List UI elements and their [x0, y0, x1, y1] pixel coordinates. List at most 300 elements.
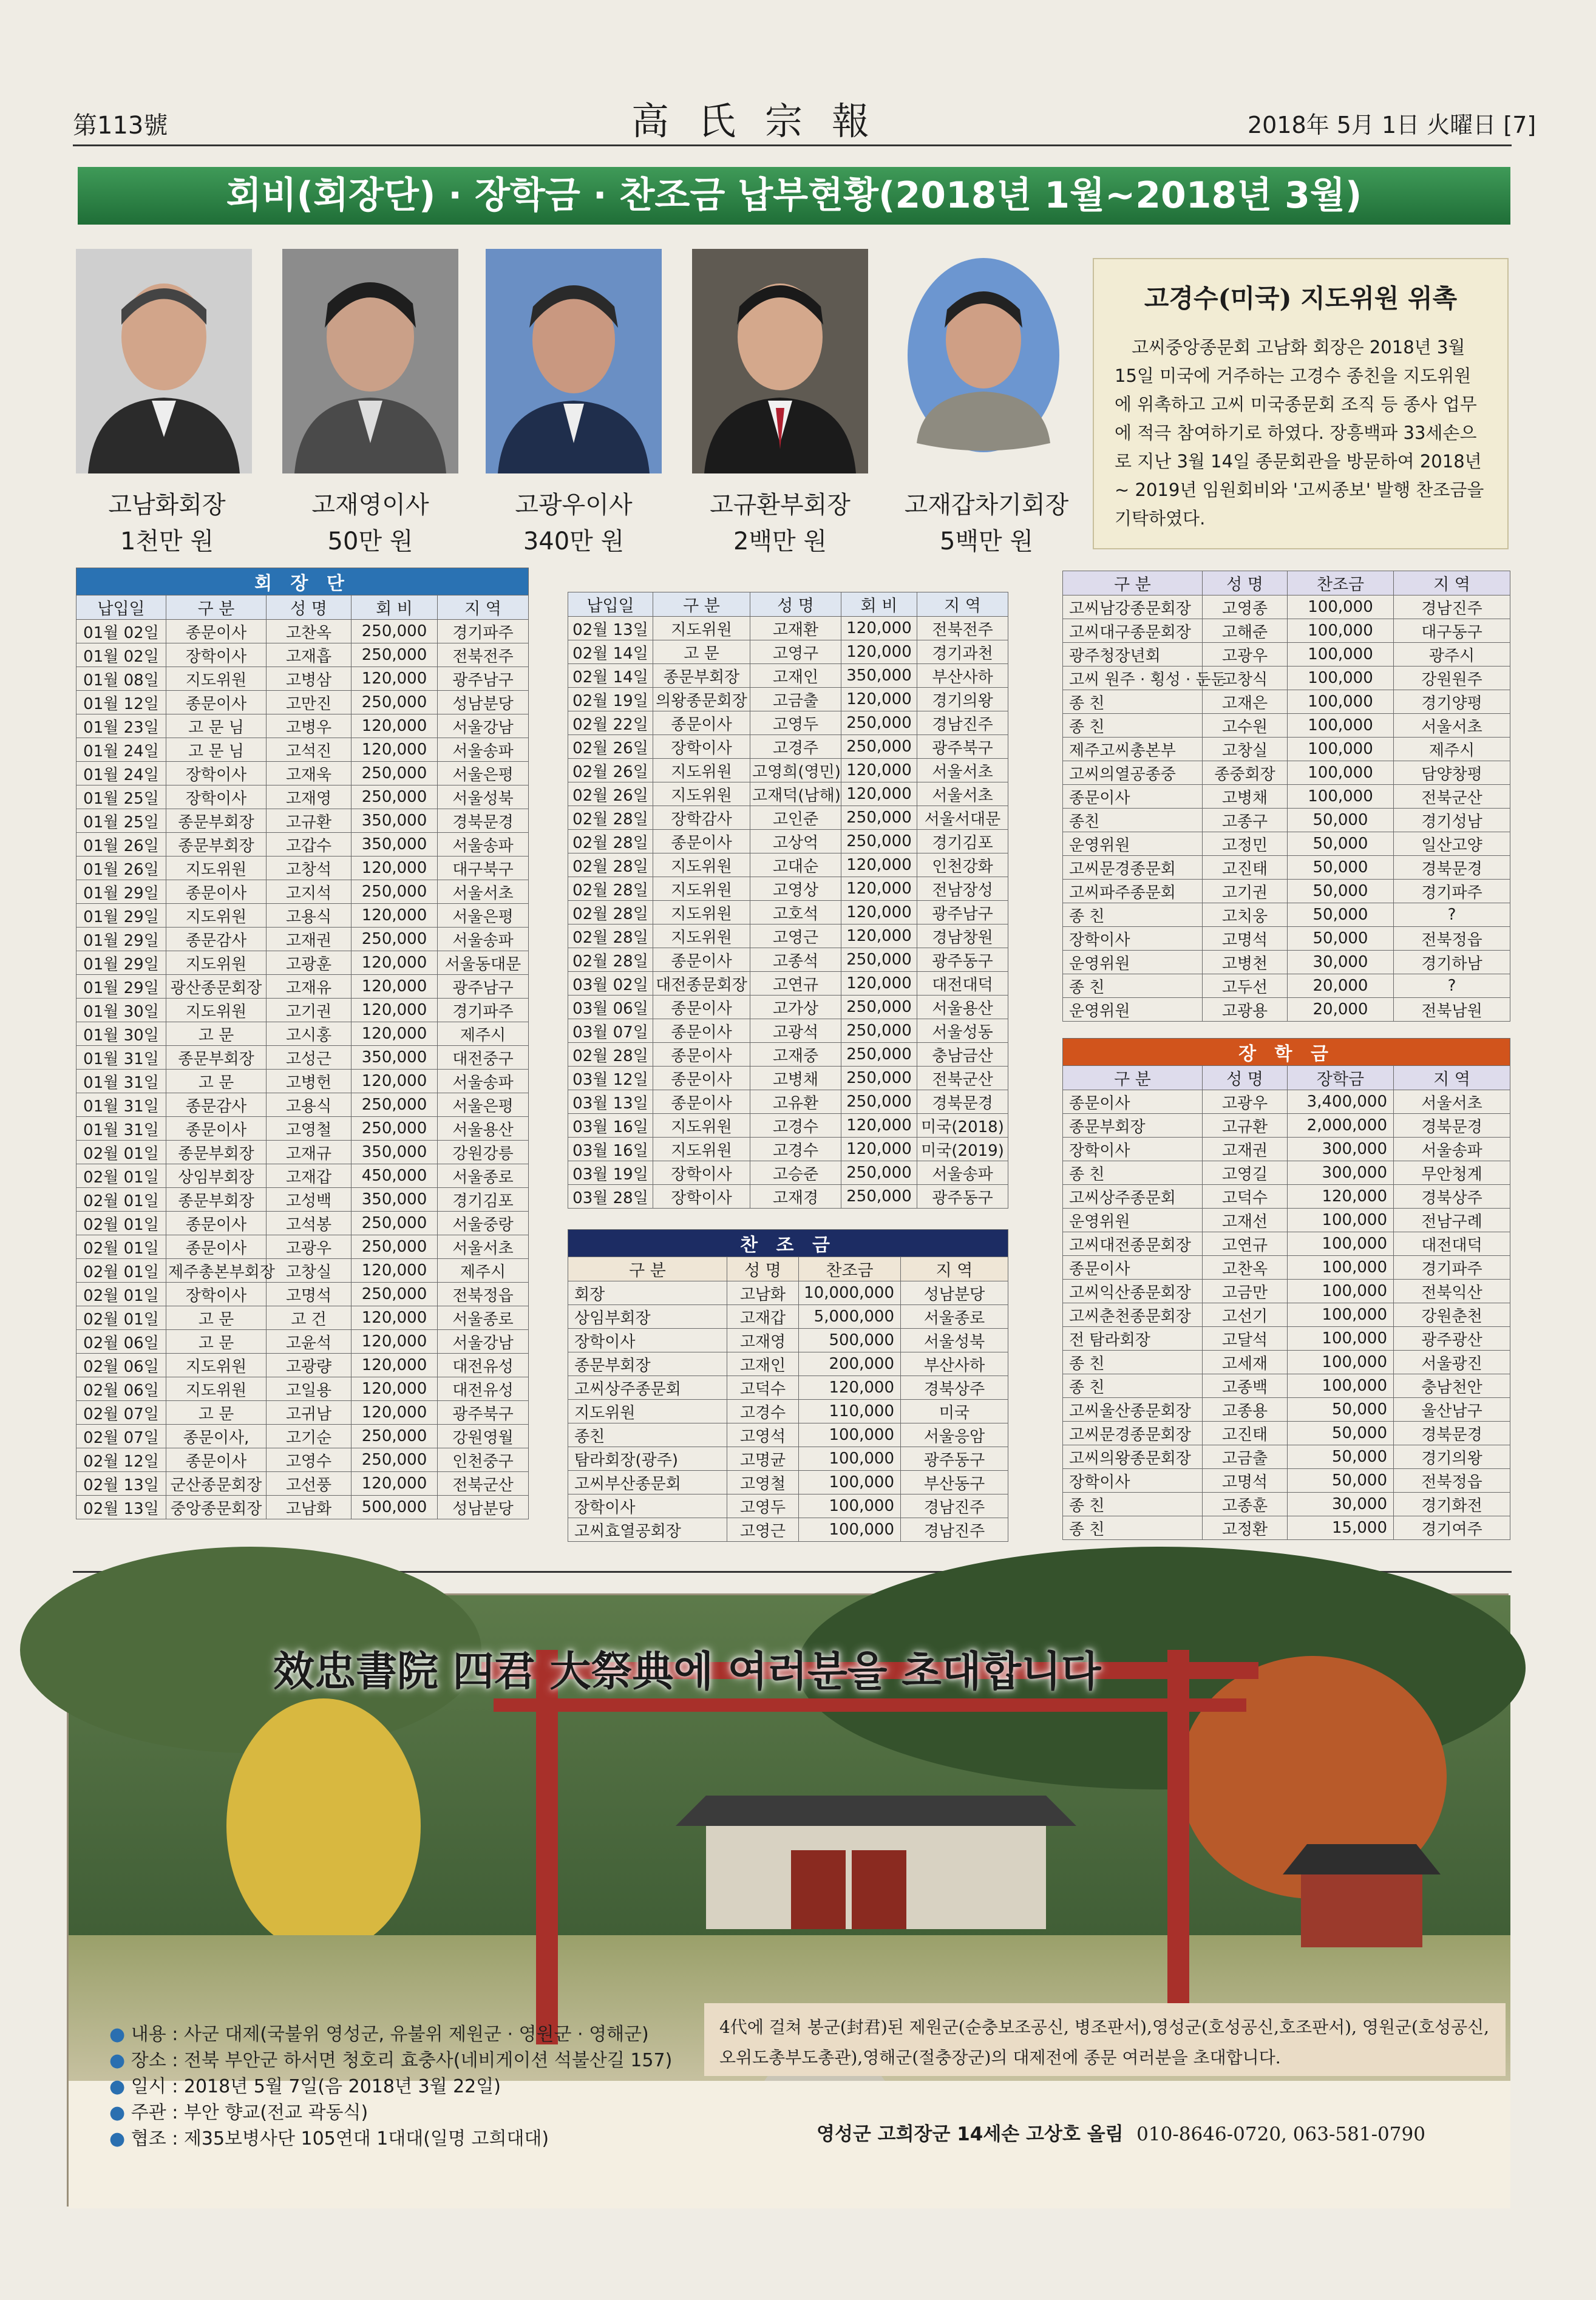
donor-amount-5: 5백만 원 [939, 528, 1034, 555]
dues-table-leadership [76, 568, 529, 1519]
table-cell: 50,000 [1288, 880, 1394, 903]
table-cell: 종 친 [1063, 1493, 1203, 1516]
table-row [76, 1259, 529, 1283]
table-cell: 02월 28일 [568, 948, 653, 972]
table-cell: 경기파주 [1394, 880, 1510, 903]
column-header: 구 분 [1063, 1066, 1203, 1090]
table-row [568, 1329, 1008, 1352]
table-cell: 고승준 [750, 1161, 841, 1185]
table-cell: 제주총본부회장 [166, 1259, 267, 1283]
table-cell: 고창실 [1203, 738, 1288, 761]
table-row [76, 1330, 529, 1354]
table-cell: 고씨울산종문회장 [1063, 1398, 1203, 1422]
table-cell: 고병천 [1203, 951, 1288, 974]
table-cell: 종문감사 [166, 928, 267, 951]
table-cell: 250,000 [351, 785, 438, 809]
table-cell: 운영위원 [1063, 832, 1203, 856]
column-header: 지 역 [901, 1257, 1008, 1281]
table-cell: 250,000 [351, 620, 438, 643]
event-headline: 效忠書院 四君 大祭典에 여러분을 초대합니다 [273, 1647, 1101, 1696]
table-cell: 고씨파주종문회 [1063, 880, 1203, 903]
table-row [76, 833, 529, 857]
table-cell: 100,000 [1288, 785, 1394, 809]
table-row [568, 1423, 1008, 1447]
table-cell: 250,000 [841, 830, 917, 853]
table-cell: 120,000 [841, 1138, 917, 1161]
table-cell: 120,000 [351, 1022, 438, 1046]
table-cell: 고창실 [267, 1259, 351, 1283]
table-cell: 50,000 [1288, 832, 1394, 856]
table-cell: 02월 28일 [568, 853, 653, 877]
table-cell: 대전유성 [438, 1354, 529, 1377]
table-cell: 부산사하 [901, 1352, 1008, 1376]
table-cell: 상임부회장 [568, 1305, 727, 1329]
table-cell: 250,000 [841, 948, 917, 972]
table-cell: 경기화전 [1394, 1493, 1510, 1516]
table-cell: 고연규 [750, 972, 841, 996]
donor-amount-4: 2백만 원 [733, 528, 827, 555]
table-cell: 종문이사 [1063, 785, 1203, 809]
table-cell: 서울성북 [901, 1329, 1008, 1352]
dues-table-continued [568, 592, 1008, 1209]
table-cell: 고재규 [267, 1141, 351, 1164]
event-detail-item: ● 장소 : 전북 부안군 하서면 청호리 효충사(네비게이션 석불산길 157) [109, 2050, 673, 2071]
table-cell: 300,000 [1288, 1161, 1394, 1185]
donor-name-3: 고광우이사 [515, 491, 633, 519]
table-cell: 무안청계 [1394, 1161, 1510, 1185]
table-cell: 고씨문경종문회장 [1063, 1422, 1203, 1445]
table-cell: 01월 30일 [76, 999, 166, 1022]
table-cell: ? [1394, 974, 1510, 998]
table-cell: 120,000 [351, 999, 438, 1022]
table-row [568, 1019, 1008, 1043]
table-row [1063, 1161, 1510, 1185]
table-cell: 01월 23일 [76, 714, 166, 738]
table-cell: 02월 01일 [76, 1235, 166, 1259]
table-row [76, 1425, 529, 1448]
notice-body: 고씨중앙종문회 고남화 회장은 2018년 3월 15일 미국에 거주하는 고경수 종친을 지도위원에 위촉하고 고씨 미국종문회 조직 등 종사 업무에 적극 참여하기로 하였다. 장흥백파 33세손으로 지난 3월 14일 종문회관을 방문하여 2018년~ 2019년 임원회비와 '고씨종보' 발행 찬조금을 기탁하였다. [1115, 337, 1484, 529]
column-header: 구 분 [568, 1257, 727, 1281]
table-row [568, 1494, 1008, 1518]
bullet-icon: ● [109, 2102, 131, 2123]
table-cell: 경북문경 [438, 809, 529, 833]
table-cell: 종 친 [1063, 714, 1203, 738]
column-header: 구 분 [166, 595, 267, 620]
donor-amount-2: 50만 원 [327, 528, 413, 555]
table-cell: 경기파주 [1394, 1256, 1510, 1280]
table-cell: 장학이사 [653, 1185, 750, 1209]
phone-numbers: 010-8646-0720, 063-581-0790 [1136, 2123, 1425, 2145]
detail-text: 사군 대제(국불위 영성군, 유불위 제원군 · 영원군 · 영해군) [183, 2024, 649, 2045]
table-row [1063, 738, 1510, 761]
table-cell: 서울송파 [438, 833, 529, 857]
table-row [568, 617, 1008, 640]
table-cell: 고덕수 [1203, 1185, 1288, 1209]
table-cell: 지도위원 [166, 667, 267, 691]
table-cell: 고경수 [750, 1114, 841, 1138]
table-cell: 인천강화 [917, 853, 1008, 877]
table-cell: 20,000 [1288, 998, 1394, 1022]
table-cell: 서울서초 [1394, 714, 1510, 738]
table-cell: 01월 26일 [76, 857, 166, 880]
table-cell: 고찬옥 [267, 620, 351, 643]
table-row [1063, 1232, 1510, 1256]
table-cell: 광주광산 [1394, 1327, 1510, 1351]
table-cell: 고영길 [1203, 1161, 1288, 1185]
table-cell: 강원강릉 [438, 1141, 529, 1164]
table-cell: 고기권 [267, 999, 351, 1022]
table-cell: 고재권 [267, 928, 351, 951]
table-cell: 전북정읍 [438, 1283, 529, 1306]
table-cell: 전남구례 [1394, 1209, 1510, 1232]
table-cell: 고재권 [1203, 1138, 1288, 1161]
donor-amount-1: 1천만 원 [120, 528, 214, 555]
table-row [1063, 1138, 1510, 1161]
table-cell: 100,000 [1288, 714, 1394, 738]
column-header: 성 명 [750, 592, 841, 617]
column-header: 지 역 [1394, 571, 1510, 595]
table-cell: 지도위원 [166, 1354, 267, 1377]
table-cell: 경기과천 [917, 640, 1008, 664]
table-row [568, 1376, 1008, 1400]
table-cell: 250,000 [351, 762, 438, 785]
table-caption: 장 학 금 [1063, 1039, 1510, 1066]
table-cell: 고재유 [267, 975, 351, 999]
table-cell: 01월 29일 [76, 951, 166, 975]
table-row [568, 688, 1008, 711]
table-cell: 전북전주 [438, 643, 529, 667]
detail-label: 주관 [131, 2102, 166, 2123]
table-cell: 02월 01일 [76, 1283, 166, 1306]
table-cell: 경북문경 [1394, 856, 1510, 880]
table-cell: 강원영월 [438, 1425, 529, 1448]
table-cell: 지도위원 [653, 901, 750, 924]
table-cell: 고재은 [1203, 690, 1288, 714]
table-cell: 서울송파 [917, 1161, 1008, 1185]
table-cell: 고씨 원주 · 횡성 · 둔둔 [1063, 667, 1203, 690]
table-cell: 02월 28일 [568, 830, 653, 853]
table-cell: 02월 12일 [76, 1448, 166, 1472]
table-cell: 고경수 [750, 1138, 841, 1161]
table-cell: 01월 31일 [76, 1093, 166, 1117]
table-cell: 서울성북 [438, 785, 529, 809]
table-row [1063, 1280, 1510, 1303]
table-cell: 01월 12일 [76, 691, 166, 714]
table-cell: 종문이사 [166, 880, 267, 904]
table-cell: 고씨문경종문회 [1063, 856, 1203, 880]
table-cell: 02월 22일 [568, 711, 653, 735]
table-row [568, 877, 1008, 901]
table-cell: 서울용산 [917, 996, 1008, 1019]
column-header: 회 비 [841, 592, 917, 617]
table-cell: 지도위원 [653, 924, 750, 948]
table-cell: 고수원 [1203, 714, 1288, 738]
table-row [568, 1400, 1008, 1423]
portrait-photo-3 [486, 249, 662, 473]
table-row [76, 1141, 529, 1164]
donor-amount-3: 340만 원 [523, 528, 625, 555]
table-row [76, 1401, 529, 1425]
table-cell: 350,000 [351, 809, 438, 833]
table-cell: 고금만 [1203, 1280, 1288, 1303]
table-cell: 서울성동 [917, 1019, 1008, 1043]
table-cell: 350,000 [351, 833, 438, 857]
table-cell: 120,000 [799, 1376, 901, 1400]
table-cell: 서울송파 [1394, 1138, 1510, 1161]
table-cell: 03월 02일 [568, 972, 653, 996]
table-cell: 120,000 [351, 1377, 438, 1401]
table-row [76, 714, 529, 738]
table-cell: 고 문 [166, 1022, 267, 1046]
table-cell: 종문부회장 [568, 1352, 727, 1376]
table-cell: 고인준 [750, 806, 841, 830]
table-cell: 고재경 [750, 1185, 841, 1209]
table-cell: 120,000 [351, 1306, 438, 1330]
table-cell: 고진태 [1203, 856, 1288, 880]
table-cell: 01월 24일 [76, 738, 166, 762]
table-cell: 300,000 [1288, 1138, 1394, 1161]
table-cell: 종문이사 [166, 691, 267, 714]
column-header: 성 명 [727, 1257, 799, 1281]
table-cell: 100,000 [1288, 1374, 1394, 1398]
table-row [76, 1188, 529, 1212]
table-cell: 고광우 [1203, 643, 1288, 667]
detail-label: 협조 [131, 2128, 166, 2149]
table-cell: 전북정읍 [1394, 927, 1510, 951]
table-cell: 대구북구 [438, 857, 529, 880]
table-row [76, 880, 529, 904]
table-row [1063, 951, 1510, 974]
table-cell: 120,000 [841, 853, 917, 877]
table-cell: 고석봉 [267, 1212, 351, 1235]
table-row [76, 975, 529, 999]
table-cell: 고종석 [750, 948, 841, 972]
table-row [76, 1235, 529, 1259]
table-cell: 01월 08일 [76, 667, 166, 691]
column-header: 장학금 [1288, 1066, 1394, 1090]
table-cell: 120,000 [841, 924, 917, 948]
table-row [568, 830, 1008, 853]
event-details [109, 2021, 672, 2152]
table-cell: 120,000 [351, 1472, 438, 1496]
table-row [1063, 1256, 1510, 1280]
table-cell: 120,000 [351, 1070, 438, 1093]
table-cell: 100,000 [799, 1471, 901, 1494]
donor-name-2: 고재영이사 [311, 491, 429, 519]
table-cell: 01월 25일 [76, 809, 166, 833]
column-header: 지 역 [1394, 1066, 1510, 1090]
signature-line [817, 2119, 1425, 2146]
table-cell: 서울중랑 [438, 1212, 529, 1235]
table-cell: 02월 26일 [568, 759, 653, 782]
table-cell: 02월 28일 [568, 1043, 653, 1067]
table-cell: 군산종문회장 [166, 1472, 267, 1496]
notice-box [1093, 258, 1509, 549]
table-row [76, 1164, 529, 1188]
table-cell: 고명균 [727, 1447, 799, 1471]
table-cell: 경남진주 [901, 1494, 1008, 1518]
table-cell: 고재욱 [267, 762, 351, 785]
table-cell: 02월 06일 [76, 1377, 166, 1401]
table-cell: 2,000,000 [1288, 1114, 1394, 1138]
table-cell: 종문이사 [166, 1117, 267, 1141]
table-row [568, 1281, 1008, 1305]
table-cell: 03월 16일 [568, 1138, 653, 1161]
table-cell: 제주시 [1394, 738, 1510, 761]
table-cell: 100,000 [1288, 761, 1394, 785]
table-row [568, 1138, 1008, 1161]
table-cell: 01월 02일 [76, 643, 166, 667]
table-cell: 고재영 [727, 1329, 799, 1352]
table-cell: 지도위원 [166, 951, 267, 975]
table-cell: 서울강남 [438, 1330, 529, 1354]
table-cell: 02월 13일 [76, 1472, 166, 1496]
table-cell: 전북전주 [917, 617, 1008, 640]
table-cell: 종문이사 [166, 1448, 267, 1472]
table-cell: 고정민 [1203, 832, 1288, 856]
table-cell: 서울용산 [438, 1117, 529, 1141]
table-cell: 03월 07일 [568, 1019, 653, 1043]
table-cell: 고 문 님 [166, 738, 267, 762]
table-cell: 고호석 [750, 901, 841, 924]
table-cell: 50,000 [1288, 809, 1394, 832]
table-row [76, 738, 529, 762]
table-cell: 고광훈 [267, 951, 351, 975]
table-cell: 지도위원 [166, 904, 267, 928]
table-cell: 120,000 [351, 1354, 438, 1377]
table-cell: 02월 13일 [76, 1496, 166, 1519]
table-cell: 고재영 [267, 785, 351, 809]
table-cell: 고유환 [750, 1090, 841, 1114]
column-header: 구 분 [1063, 571, 1203, 595]
table-cell: 전북남원 [1394, 998, 1510, 1022]
table-cell: 서울응암 [901, 1423, 1008, 1447]
table-row [1063, 998, 1510, 1022]
table-row [568, 759, 1008, 782]
table-cell: 50,000 [1288, 856, 1394, 880]
table-row [1063, 903, 1510, 927]
table-cell: 전북군산 [1394, 785, 1510, 809]
table-cell: 고재흡 [267, 643, 351, 667]
table-cell: 종문부회장 [166, 809, 267, 833]
table-cell: 경기성남 [1394, 809, 1510, 832]
table-row [76, 999, 529, 1022]
table-cell: 250,000 [841, 1067, 917, 1090]
table-cell: 대전대덕 [1394, 1232, 1510, 1256]
table-cell: 110,000 [799, 1400, 901, 1423]
table-cell: 강원춘천 [1394, 1303, 1510, 1327]
table-cell: 고광석 [750, 1019, 841, 1043]
table-row [1063, 927, 1510, 951]
table-cell: 서울종로 [438, 1164, 529, 1188]
table-cell: 종문이사 [653, 1067, 750, 1090]
table-cell: 250,000 [351, 880, 438, 904]
table-cell: 고찬옥 [1203, 1256, 1288, 1280]
table-cell: 120,000 [841, 617, 917, 640]
table-cell: 250,000 [351, 1093, 438, 1117]
table-cell: 고규환 [267, 809, 351, 833]
detail-label: 내용 [131, 2024, 166, 2045]
table-cell: 120,000 [351, 738, 438, 762]
table-cell: 광주남구 [438, 975, 529, 999]
table-cell: 고 건 [267, 1306, 351, 1330]
table-cell: 100,000 [1288, 738, 1394, 761]
table-cell: 서울송파 [438, 928, 529, 951]
table-row [76, 951, 529, 975]
event-detail-item: ● 협조 : 제35보병사단 105연대 1대대(일명 고희대대) [109, 2128, 549, 2149]
table-cell: 02월 26일 [568, 782, 653, 806]
table-cell: 120,000 [841, 972, 917, 996]
sponsorship-table-2 [1062, 571, 1510, 1022]
table-cell: 서울종로 [901, 1305, 1008, 1329]
table-cell: 02월 28일 [568, 924, 653, 948]
table-cell: 50,000 [1288, 1445, 1394, 1469]
table-cell: 고씨상주종문회 [568, 1376, 727, 1400]
portrait-photo-5 [898, 249, 1068, 473]
table-cell: 장학이사 [166, 762, 267, 785]
table-row [1063, 643, 1510, 667]
table-cell: 02월 01일 [76, 1188, 166, 1212]
invitation-text: 4代에 걸쳐 봉군(封君)된 제원군(순충보조공신, 병조판서),영성군(호성공신,호조판서), 영원군(호성공신, 오위도총부도총관),영해군(절충장군)의 대제전에 종문 여러분을 초대합니다. [704, 2003, 1506, 2076]
table-cell: 02월 06일 [76, 1354, 166, 1377]
event-detail-item: ● 내용 : 사군 대제(국불위 영성군, 유불위 제원군 · 영원군 · 영해군) [109, 2024, 649, 2045]
table-cell: 고병헌 [267, 1070, 351, 1093]
table-cell: 경기하남 [1394, 951, 1510, 974]
table-caption: 회 장 단 [76, 568, 529, 595]
table-cell: 제주고씨총본부 [1063, 738, 1203, 761]
table-cell: 고씨익산종문회장 [1063, 1280, 1203, 1303]
table-row [76, 1117, 529, 1141]
table-cell: ? [1394, 903, 1510, 927]
table-cell: 광주동구 [917, 948, 1008, 972]
table-cell: 서울동대문 [438, 951, 529, 975]
table-row [568, 924, 1008, 948]
table-cell: 120,000 [351, 857, 438, 880]
table-cell: 장학이사 [166, 785, 267, 809]
table-cell: 경기여주 [1394, 1516, 1510, 1540]
table-cell: 고명석 [1203, 1469, 1288, 1493]
table-cell: 02월 28일 [568, 901, 653, 924]
table-cell: 경남진주 [901, 1518, 1008, 1542]
table-cell: 30,000 [1288, 951, 1394, 974]
table-cell: 02월 07일 [76, 1425, 166, 1448]
table-cell: 인천중구 [438, 1448, 529, 1472]
table-cell: 100,000 [1288, 1256, 1394, 1280]
table-cell: 고두선 [1203, 974, 1288, 998]
table-row [76, 928, 529, 951]
table-cell: 지도위원 [653, 759, 750, 782]
table-cell: 성남분당 [438, 691, 529, 714]
table-cell: 01월 31일 [76, 1117, 166, 1141]
table-cell: 종문부회장 [1063, 1114, 1203, 1138]
table-row [1063, 1351, 1510, 1374]
table-cell: 03월 16일 [568, 1114, 653, 1138]
table-cell: 01월 31일 [76, 1070, 166, 1093]
table-cell: 250,000 [351, 691, 438, 714]
table-cell: 일산고양 [1394, 832, 1510, 856]
table-cell: 장학이사 [166, 643, 267, 667]
table-cell: 서울광진 [1394, 1351, 1510, 1374]
table-cell: 01월 02일 [76, 620, 166, 643]
table-cell: 경북상주 [1394, 1185, 1510, 1209]
scholarship-table [1062, 1038, 1510, 1540]
donor-name-1: 고남화회장 [108, 491, 226, 519]
table-row [76, 1070, 529, 1093]
table-cell: 종 친 [1063, 1374, 1203, 1398]
table-cell: 고진태 [1203, 1422, 1288, 1445]
table-cell: 고영철 [727, 1471, 799, 1494]
table-cell: 지도위원 [568, 1400, 727, 1423]
